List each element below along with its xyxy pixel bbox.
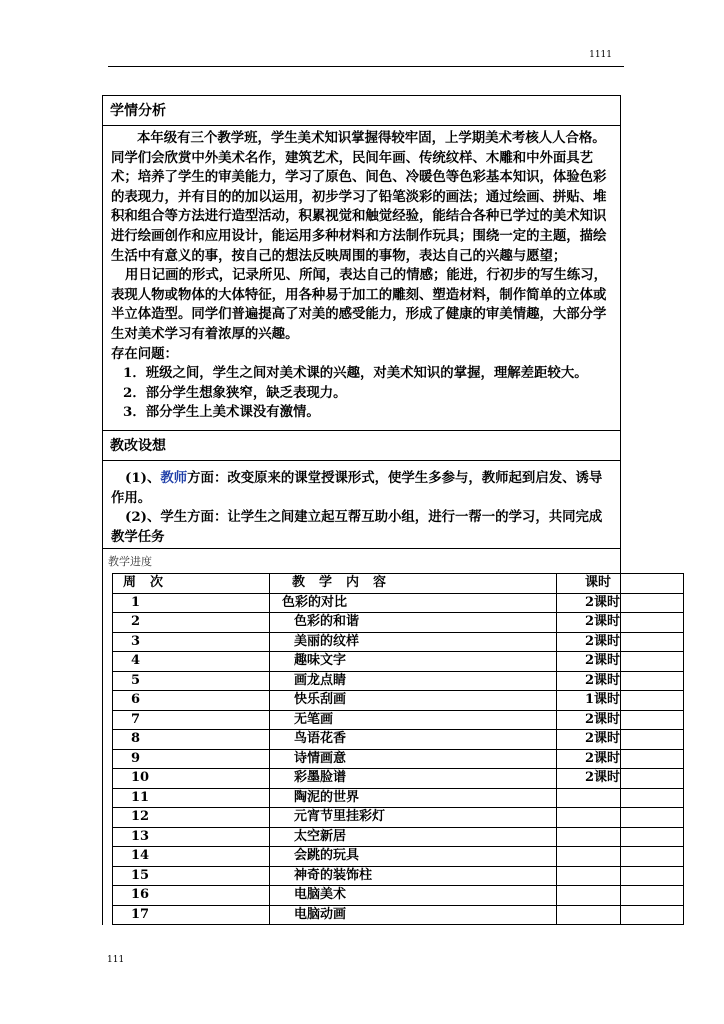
hours-cell <box>557 866 684 886</box>
header-rule <box>108 66 624 67</box>
table-row <box>113 827 684 847</box>
reform-paragraph-2: (2)、学生方面：让学生之间建立起互帮互助小组，进行一帮一的学习，共同完成教学任务 <box>111 509 603 545</box>
content-cell: 诗情画意 <box>270 749 557 769</box>
week-cell: 16 <box>113 886 270 906</box>
week-cell: 11 <box>113 788 270 808</box>
hours-cell <box>557 905 684 925</box>
analysis-paragraph-1: 本年级有三个教学班，学生美术知识掌握得较牢固，上学期美术考核人人合格。同学们会欣赏中外美术名作，建筑艺术，民间年画、传统纹样、木雕和中外面具艺术；培养了学生的审美能力，学习了原色、间色、冷暖色等色彩基本知识，体验色彩的表现力，并有目的的加以运用，初步学习了铅笔淡彩的画法；通过绘画、拼贴、堆积和组合等方法进行造型活动，积累视觉和触觉经验，能结合各种已学过的美术知识进行绘画创作和应用设计，能运用多种材料和方法制作玩具；围绕一定的主题，描绘生活中有意义的事，按自己的想法反映周围的事物，表达自己的兴趣与愿望； <box>111 130 607 264</box>
table-row <box>113 886 684 906</box>
hours-cell <box>557 808 684 828</box>
content-cell: 趣味文字 <box>270 652 557 672</box>
table-row <box>113 652 684 672</box>
header-page-number: 1111 <box>589 50 612 60</box>
schedule-header-row <box>113 574 684 594</box>
problem-item-2: 2．部分学生想象狭窄，缺乏表现力。 <box>123 384 347 401</box>
footer-page-number: 111 <box>107 955 125 965</box>
content-cell: 彩墨脸谱 <box>270 769 557 789</box>
content-cell: 美丽的纹样 <box>270 632 557 652</box>
problem-item-1: 1．班级之间，学生之间对美术课的兴趣，对美术知识的掌握，理解差距较大。 <box>123 365 588 382</box>
analysis-body <box>103 126 620 431</box>
hours-cell: 2课时 <box>557 613 684 633</box>
hours-cell: 2课时 <box>557 710 684 730</box>
reform-p1-rest: 方面：改变原来的课堂授课形式，使学生多参与，教师起到启发、诱导作用。 <box>111 470 603 506</box>
reform-title: 教改设想 <box>103 431 620 461</box>
table-row <box>113 769 684 789</box>
hours-cell <box>557 886 684 906</box>
week-cell: 7 <box>113 710 270 730</box>
content-cell: 鸟语花香 <box>270 730 557 750</box>
table-row <box>113 671 684 691</box>
table-row <box>113 866 684 886</box>
table-row <box>113 788 684 808</box>
content-cell: 会跳的玩具 <box>270 847 557 867</box>
schedule-body <box>113 593 684 925</box>
content-cell: 无笔画 <box>270 710 557 730</box>
week-cell: 15 <box>113 866 270 886</box>
content-cell: 色彩的对比 <box>270 593 557 613</box>
reform-body <box>103 461 620 549</box>
header-content: 教学内容 <box>270 574 557 594</box>
week-cell: 2 <box>113 613 270 633</box>
reform-p1-prefix: (1)、 <box>125 470 161 486</box>
hours-cell: 2课时 <box>557 671 684 691</box>
content-cell: 元宵节里挂彩灯 <box>270 808 557 828</box>
week-cell: 5 <box>113 671 270 691</box>
hours-cell <box>557 788 684 808</box>
week-cell: 6 <box>113 691 270 711</box>
hours-cell <box>557 847 684 867</box>
header-week: 周次 <box>113 574 270 594</box>
table-row <box>113 691 684 711</box>
reform-paragraph-1 <box>111 469 615 508</box>
week-cell: 17 <box>113 905 270 925</box>
week-cell: 8 <box>113 730 270 750</box>
analysis-title: 学情分析 <box>103 96 620 126</box>
content-cell: 电脑美术 <box>270 886 557 906</box>
week-cell: 1 <box>113 593 270 613</box>
hours-cell: 2课时 <box>557 632 684 652</box>
hours-cell: 2课时 <box>557 730 684 750</box>
content-cell: 快乐刮画 <box>270 691 557 711</box>
table-row <box>113 730 684 750</box>
week-cell: 14 <box>113 847 270 867</box>
week-cell: 3 <box>113 632 270 652</box>
content-cell: 画龙点睛 <box>270 671 557 691</box>
week-cell: 12 <box>113 808 270 828</box>
week-cell: 9 <box>113 749 270 769</box>
header-hours: 课时 <box>557 574 684 594</box>
hours-cell: 2课时 <box>557 593 684 613</box>
schedule-label: 教学进度 <box>108 555 152 568</box>
week-cell: 4 <box>113 652 270 672</box>
table-row <box>113 593 684 613</box>
hours-cell: 2课时 <box>557 769 684 789</box>
hours-cell: 2课时 <box>557 652 684 672</box>
analysis-paragraph-2: 用日记画的形式，记录所见、所闻，表达自己的情感；能进，行初步的写生练习，表现人物或物体的大体特征，用各种易于加工的雕刻、塑造材料，制作简单的立体或半立体造型。同学们普遍提高了对美的感受能力，形成了健康的审美情趣，大部分学生对美术学习有着浓厚的兴趣。 <box>111 267 608 342</box>
week-cell: 13 <box>113 827 270 847</box>
table-row <box>113 847 684 867</box>
problem-item-3: 3．部分学生上美术课没有激情。 <box>123 404 320 421</box>
problems-title: 存在问题： <box>111 345 178 362</box>
content-cell: 神奇的装饰柱 <box>270 866 557 886</box>
table-row <box>113 808 684 828</box>
week-cell: 10 <box>113 769 270 789</box>
schedule-table <box>112 573 684 925</box>
table-row <box>113 632 684 652</box>
table-row <box>113 613 684 633</box>
content-cell: 太空新居 <box>270 827 557 847</box>
content-cell: 电脑动画 <box>270 905 557 925</box>
table-row <box>113 749 684 769</box>
teacher-link[interactable]: 教师 <box>160 470 188 486</box>
table-row <box>113 710 684 730</box>
hours-cell: 1课时 <box>557 691 684 711</box>
hours-cell <box>557 827 684 847</box>
content-cell: 色彩的和谐 <box>270 613 557 633</box>
content-cell: 陶泥的世界 <box>270 788 557 808</box>
hours-cell: 2课时 <box>557 749 684 769</box>
table-row <box>113 905 684 925</box>
